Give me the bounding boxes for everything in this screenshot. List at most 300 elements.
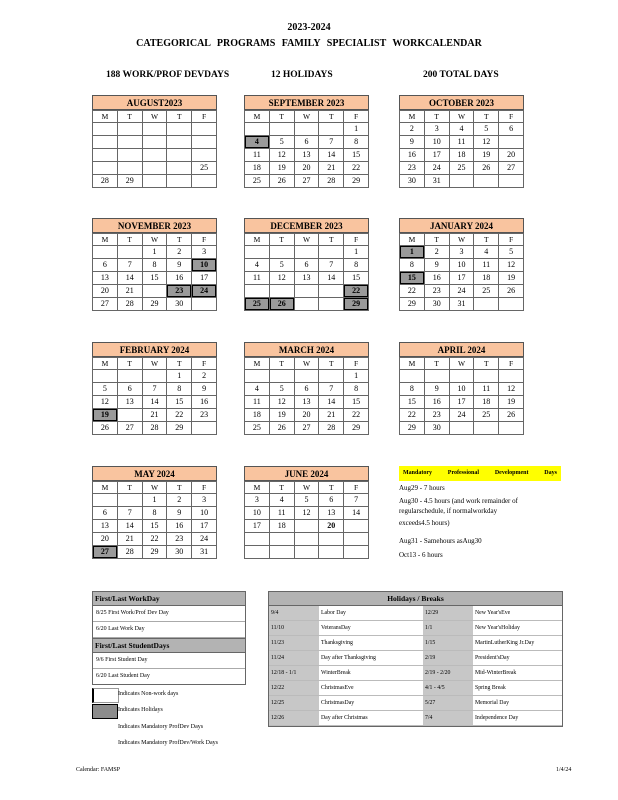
- weekday-header: M: [245, 111, 270, 123]
- weekday-header: F: [192, 234, 217, 246]
- day-cell: 6: [117, 383, 142, 396]
- holiday-row: [269, 621, 562, 636]
- day-cell: [269, 533, 294, 546]
- day-cell: [142, 370, 167, 383]
- day-cell: 14: [344, 507, 369, 520]
- day-cell: 23: [167, 533, 192, 546]
- weekday-header: T: [269, 482, 294, 494]
- day-cell: 27: [294, 422, 319, 435]
- day-cell: 23: [192, 409, 217, 422]
- day-cell: 7: [319, 136, 344, 149]
- weekday-header: M: [93, 358, 118, 370]
- holiday-date: 11/24: [269, 651, 319, 666]
- day-cell: 4: [245, 383, 270, 396]
- mandatory-note: Oct13 - 6 hours: [399, 551, 443, 559]
- weekday-header: M: [245, 234, 270, 246]
- holiday-row: [269, 636, 562, 651]
- day-cell: 5: [93, 383, 118, 396]
- day-cell: 18: [474, 396, 499, 409]
- day-cell: 22: [344, 409, 369, 422]
- stat-workdays: 188 WORK/PROF DEVDAYS: [106, 70, 230, 80]
- weekday-header: W: [294, 234, 319, 246]
- day-cell: 3: [245, 494, 270, 507]
- day-cell: 13: [294, 149, 319, 162]
- weekday-header: W: [294, 482, 319, 494]
- day-cell: [167, 123, 192, 136]
- day-cell: 8: [344, 259, 369, 272]
- day-cell: 10: [245, 507, 270, 520]
- day-cell: [117, 136, 142, 149]
- day-cell: 8: [400, 259, 425, 272]
- holiday-date: 11/23: [269, 636, 319, 651]
- weekday-header: F: [344, 234, 369, 246]
- day-cell: 7: [344, 494, 369, 507]
- day-cell: 19: [474, 149, 499, 162]
- day-cell: 3: [192, 494, 217, 507]
- weekday-header: T: [424, 234, 449, 246]
- day-cell: [192, 149, 217, 162]
- day-cell: 11: [269, 507, 294, 520]
- day-cell: 19: [269, 162, 294, 175]
- day-cell: 19: [499, 396, 524, 409]
- month-calendar: [399, 218, 524, 311]
- day-cell: [142, 136, 167, 149]
- month-calendar: [399, 342, 524, 435]
- day-cell: [142, 123, 167, 136]
- day-cell: [319, 370, 344, 383]
- day-cell: 29: [142, 298, 167, 311]
- day-cell: 20: [93, 285, 118, 298]
- month-title: AUGUST2023: [92, 95, 217, 110]
- day-cell: 3: [192, 246, 217, 259]
- weekday-header: F: [192, 111, 217, 123]
- day-cell: [474, 422, 499, 435]
- day-cell: [449, 370, 474, 383]
- day-cell: [245, 370, 270, 383]
- day-cell: 12: [474, 136, 499, 149]
- holiday-date: 12/18 - 1/1: [269, 666, 319, 681]
- weekday-header: F: [499, 234, 524, 246]
- weekday-header: M: [400, 111, 425, 123]
- holiday-name: Labor Day: [319, 606, 423, 621]
- day-cell: 4: [245, 259, 270, 272]
- month-calendar: [399, 95, 524, 188]
- day-cell: 10: [449, 259, 474, 272]
- day-cell: 18: [245, 409, 270, 422]
- holiday-name: MartinLutherKing Jr.Day: [473, 636, 562, 651]
- day-cell: [93, 162, 118, 175]
- holiday-day-cell: 26: [269, 298, 294, 311]
- holiday-name: ChristmasDay: [319, 696, 423, 711]
- legend-swatch-holiday: [92, 704, 118, 719]
- day-cell: 20: [93, 533, 118, 546]
- day-cell: 31: [449, 298, 474, 311]
- day-cell: 3: [424, 123, 449, 136]
- day-cell: 20: [499, 149, 524, 162]
- holiday-name: WinterBreak: [319, 666, 423, 681]
- weekday-header: T: [424, 111, 449, 123]
- day-cell: 16: [424, 396, 449, 409]
- day-cell: 20: [319, 520, 344, 533]
- day-cell: 12: [499, 383, 524, 396]
- holiday-day-cell: 19: [93, 409, 118, 422]
- holiday-name: Thanksgiving: [319, 636, 423, 651]
- month-grid: [92, 481, 217, 559]
- weekday-header: W: [294, 111, 319, 123]
- day-cell: 7: [117, 259, 142, 272]
- day-cell: 12: [269, 272, 294, 285]
- day-cell: 25: [449, 162, 474, 175]
- day-cell: 18: [245, 162, 270, 175]
- day-cell: [93, 370, 118, 383]
- holiday-day-cell: 27: [93, 546, 118, 559]
- weekday-header: T: [319, 234, 344, 246]
- day-cell: [192, 175, 217, 188]
- month-calendar: [92, 218, 217, 311]
- day-cell: [294, 533, 319, 546]
- day-cell: [269, 246, 294, 259]
- day-cell: 8: [142, 507, 167, 520]
- day-cell: 15: [344, 396, 369, 409]
- day-cell: [192, 422, 217, 435]
- month-grid: [92, 110, 217, 188]
- day-cell: [294, 546, 319, 559]
- weekday-header: M: [93, 482, 118, 494]
- day-cell: 10: [424, 136, 449, 149]
- day-cell: 22: [400, 285, 425, 298]
- holidays-table: [269, 606, 562, 726]
- day-cell: [167, 149, 192, 162]
- day-cell: 6: [294, 383, 319, 396]
- day-cell: 9: [167, 507, 192, 520]
- day-cell: 15: [142, 272, 167, 285]
- day-cell: [245, 546, 270, 559]
- day-cell: [344, 520, 369, 533]
- day-cell: [319, 546, 344, 559]
- first-last-box: [92, 591, 246, 685]
- day-cell: 27: [294, 175, 319, 188]
- day-cell: 15: [400, 396, 425, 409]
- holiday-day-cell: 25: [245, 298, 270, 311]
- day-cell: [142, 162, 167, 175]
- holiday-day-cell: 29: [344, 298, 369, 311]
- day-cell: 13: [93, 520, 118, 533]
- holiday-date: 2/19 - 2/20: [423, 666, 473, 681]
- day-cell: 29: [400, 298, 425, 311]
- legend-swatch-nonwork: [92, 688, 119, 703]
- day-cell: 1: [344, 370, 369, 383]
- day-cell: 5: [499, 246, 524, 259]
- legend-text: Indicates Holidays: [118, 707, 163, 713]
- day-cell: 24: [449, 409, 474, 422]
- day-cell: 16: [167, 520, 192, 533]
- day-cell: 1: [142, 246, 167, 259]
- day-cell: 11: [245, 396, 270, 409]
- month-grid: [244, 357, 369, 435]
- day-cell: 25: [245, 422, 270, 435]
- holiday-row: [269, 606, 562, 621]
- weekday-header: T: [474, 358, 499, 370]
- holiday-name: New Year'sEve: [473, 606, 562, 621]
- day-cell: 12: [269, 396, 294, 409]
- day-cell: [93, 494, 118, 507]
- day-cell: 28: [319, 175, 344, 188]
- weekday-header: W: [142, 358, 167, 370]
- day-cell: 9: [424, 259, 449, 272]
- mandatory-note: exceeds4.5 hours): [399, 519, 450, 527]
- studentday-title: First/Last StudentDays: [93, 638, 245, 653]
- day-cell: 17: [245, 520, 270, 533]
- weekday-header: T: [474, 234, 499, 246]
- holiday-day-cell: 1: [400, 246, 425, 259]
- mandatory-note: Aug30 - 4.5 hours (and work remainder of: [399, 497, 518, 505]
- day-cell: 23: [400, 162, 425, 175]
- holiday-date: 12/25: [269, 696, 319, 711]
- day-cell: [142, 175, 167, 188]
- weekday-header: T: [117, 358, 142, 370]
- day-cell: 29: [344, 422, 369, 435]
- day-cell: 9: [167, 259, 192, 272]
- day-cell: [93, 123, 118, 136]
- month-grid: [399, 233, 524, 311]
- day-cell: [474, 298, 499, 311]
- workday-first: 8/25 First Work/Prof Dev Day: [93, 606, 245, 622]
- day-cell: 22: [344, 162, 369, 175]
- day-cell: 16: [192, 396, 217, 409]
- weekday-header: F: [192, 482, 217, 494]
- day-cell: 11: [449, 136, 474, 149]
- day-cell: 28: [319, 422, 344, 435]
- holiday-name: President'sDay: [473, 651, 562, 666]
- day-cell: 9: [192, 383, 217, 396]
- day-cell: 5: [294, 494, 319, 507]
- day-cell: 5: [269, 136, 294, 149]
- holiday-row: [269, 711, 562, 726]
- legend-text: Indicates Non-work days: [118, 691, 179, 697]
- holiday-date: 1/1: [423, 621, 473, 636]
- day-cell: 4: [269, 494, 294, 507]
- month-title: MAY 2024: [92, 466, 217, 481]
- weekday-header: W: [142, 111, 167, 123]
- day-cell: 15: [167, 396, 192, 409]
- holidays-title: Holidays / Breaks: [269, 592, 562, 606]
- day-cell: 26: [474, 162, 499, 175]
- day-cell: [294, 298, 319, 311]
- day-cell: 12: [93, 396, 118, 409]
- day-cell: 20: [294, 409, 319, 422]
- weekday-header: M: [400, 358, 425, 370]
- day-cell: 10: [449, 383, 474, 396]
- day-cell: 14: [319, 149, 344, 162]
- day-cell: 20: [294, 162, 319, 175]
- month-calendar: [244, 342, 369, 435]
- weekday-header: T: [319, 482, 344, 494]
- day-cell: 29: [117, 175, 142, 188]
- month-title: OCTOBER 2023: [399, 95, 524, 110]
- month-calendar: [244, 466, 369, 559]
- day-cell: 6: [294, 136, 319, 149]
- weekday-header: W: [294, 358, 319, 370]
- day-cell: 28: [117, 298, 142, 311]
- header-title: CATEGORICAL PROGRAMS FAMILY SPECIALIST WORKCALENDAR: [136, 38, 482, 49]
- weekday-header: F: [344, 111, 369, 123]
- day-cell: 16: [424, 272, 449, 285]
- day-cell: [142, 285, 167, 298]
- month-grid: [92, 233, 217, 311]
- day-cell: 13: [93, 272, 118, 285]
- day-cell: 9: [424, 383, 449, 396]
- day-cell: 15: [344, 272, 369, 285]
- day-cell: [294, 285, 319, 298]
- day-cell: 24: [424, 162, 449, 175]
- day-cell: 17: [192, 520, 217, 533]
- weekday-header: W: [449, 234, 474, 246]
- holiday-name: New Year'sHoliday: [473, 621, 562, 636]
- day-cell: [319, 285, 344, 298]
- day-cell: 26: [269, 422, 294, 435]
- weekday-header: M: [400, 234, 425, 246]
- day-cell: [269, 123, 294, 136]
- weekday-header: T: [167, 234, 192, 246]
- weekday-header: W: [449, 358, 474, 370]
- day-cell: 17: [449, 272, 474, 285]
- day-cell: 29: [142, 546, 167, 559]
- day-cell: [93, 136, 118, 149]
- day-cell: 17: [449, 396, 474, 409]
- weekday-header: T: [167, 358, 192, 370]
- footer-right: 1/4/24: [556, 767, 572, 773]
- day-cell: 14: [319, 396, 344, 409]
- day-cell: [499, 298, 524, 311]
- day-cell: 21: [319, 162, 344, 175]
- day-cell: 28: [93, 175, 118, 188]
- day-cell: 1: [167, 370, 192, 383]
- day-cell: 7: [319, 259, 344, 272]
- day-cell: 30: [167, 546, 192, 559]
- day-cell: 19: [499, 272, 524, 285]
- weekday-header: M: [93, 234, 118, 246]
- holiday-name: Memorial Day: [473, 696, 562, 711]
- day-cell: 8: [167, 383, 192, 396]
- holiday-date: 1/15: [423, 636, 473, 651]
- workday-title: First/Last WorkDay: [93, 592, 245, 606]
- legend-text: Indicates Mandatory ProfDev Days: [118, 724, 204, 730]
- day-cell: [294, 520, 319, 533]
- day-cell: [93, 246, 118, 259]
- studentday-last: 6/20 Last Student Day: [96, 673, 150, 679]
- holiday-date: 2/19: [423, 651, 473, 666]
- day-cell: [499, 370, 524, 383]
- weekday-header: T: [269, 234, 294, 246]
- holiday-date: 11/10: [269, 621, 319, 636]
- weekday-header: T: [167, 482, 192, 494]
- weekday-header: T: [269, 358, 294, 370]
- month-grid: [399, 110, 524, 188]
- holiday-name: Mid-WinterBreak: [473, 666, 562, 681]
- day-cell: 6: [294, 259, 319, 272]
- day-cell: 24: [449, 285, 474, 298]
- day-cell: 22: [142, 533, 167, 546]
- day-cell: 2: [167, 494, 192, 507]
- day-cell: 2: [167, 246, 192, 259]
- day-cell: [192, 136, 217, 149]
- day-cell: [499, 175, 524, 188]
- month-title: DECEMBER 2023: [244, 218, 369, 233]
- day-cell: 31: [192, 546, 217, 559]
- day-cell: 14: [319, 272, 344, 285]
- day-cell: 21: [117, 533, 142, 546]
- day-cell: [93, 149, 118, 162]
- weekday-header: T: [117, 234, 142, 246]
- month-title: NOVEMBER 2023: [92, 218, 217, 233]
- holiday-name: ChristmasEve: [319, 681, 423, 696]
- weekday-header: T: [424, 358, 449, 370]
- holiday-day-cell: 24: [192, 285, 217, 298]
- day-cell: [245, 285, 270, 298]
- mandatory-note: Aug31 - Samehours asAug30: [399, 537, 482, 545]
- day-cell: 7: [117, 507, 142, 520]
- day-cell: 7: [142, 383, 167, 396]
- day-cell: 31: [424, 175, 449, 188]
- day-cell: [245, 123, 270, 136]
- day-cell: 25: [192, 162, 217, 175]
- day-cell: 11: [474, 383, 499, 396]
- month-grid: [92, 357, 217, 435]
- month-title: JANUARY 2024: [399, 218, 524, 233]
- day-cell: [294, 370, 319, 383]
- mandatory-word: Mandatory: [403, 470, 432, 476]
- day-cell: 5: [269, 383, 294, 396]
- day-cell: 2: [424, 246, 449, 259]
- day-cell: [294, 246, 319, 259]
- holiday-day-cell: 23: [167, 285, 192, 298]
- day-cell: 18: [269, 520, 294, 533]
- day-cell: 12: [294, 507, 319, 520]
- day-cell: 2: [192, 370, 217, 383]
- month-calendar: [244, 95, 369, 188]
- day-cell: [167, 136, 192, 149]
- holiday-name: Spring Break: [473, 681, 562, 696]
- day-cell: 27: [117, 422, 142, 435]
- weekday-header: W: [449, 111, 474, 123]
- weekday-header: T: [117, 482, 142, 494]
- day-cell: 1: [344, 123, 369, 136]
- holiday-row: [269, 696, 562, 711]
- day-cell: 22: [167, 409, 192, 422]
- day-cell: 13: [294, 396, 319, 409]
- day-cell: 8: [142, 259, 167, 272]
- day-cell: [167, 162, 192, 175]
- day-cell: [319, 123, 344, 136]
- mandatory-word: Days: [544, 470, 557, 476]
- month-title: APRIL 2024: [399, 342, 524, 357]
- day-cell: 5: [474, 123, 499, 136]
- day-cell: 1: [142, 494, 167, 507]
- day-cell: [344, 533, 369, 546]
- holiday-date: 9/4: [269, 606, 319, 621]
- day-cell: 4: [449, 123, 474, 136]
- day-cell: 8: [344, 136, 369, 149]
- day-cell: 9: [400, 136, 425, 149]
- header-year: 2023-2024: [287, 22, 331, 33]
- weekday-header: F: [344, 358, 369, 370]
- holiday-row: [269, 666, 562, 681]
- day-cell: 1: [344, 246, 369, 259]
- day-cell: 25: [474, 409, 499, 422]
- day-cell: 11: [245, 149, 270, 162]
- holiday-date: 12/29: [423, 606, 473, 621]
- holiday-date: 4/1 - 4/5: [423, 681, 473, 696]
